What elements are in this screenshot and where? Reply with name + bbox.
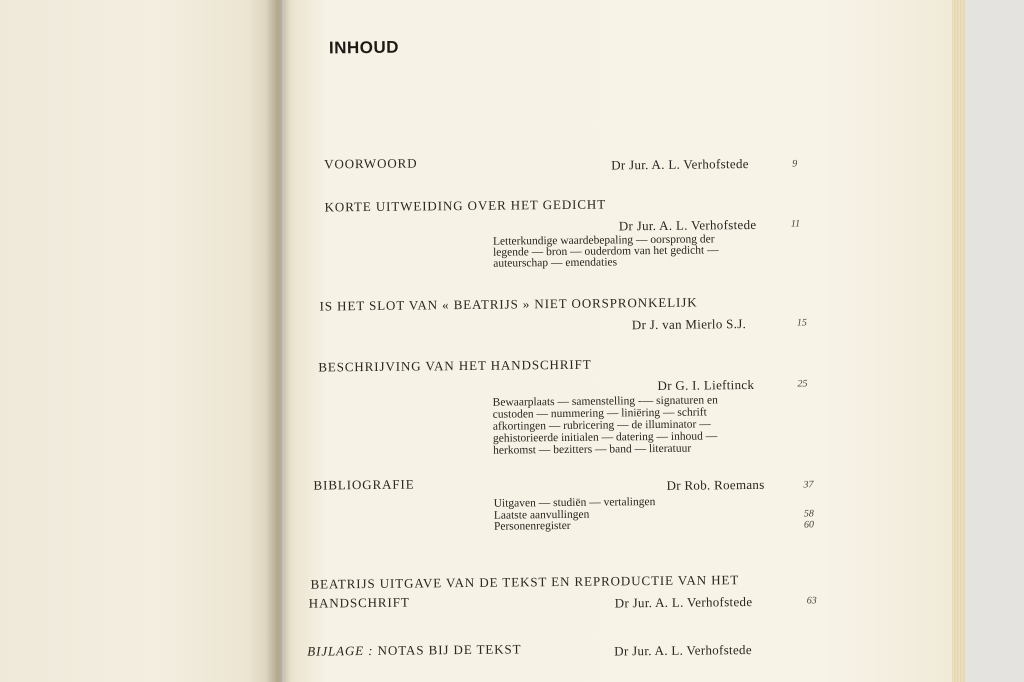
page-title: INHOUD <box>328 37 400 58</box>
entry-title-bibliografie: BIBLIOGRAFIE <box>313 476 415 493</box>
entry-author: Dr Jur. A. L. Verhofstede <box>614 642 752 659</box>
entry-page-number: 9 <box>792 158 798 170</box>
entry-author: Dr J. van Mierlo S.J. <box>631 316 747 333</box>
entry-title-main: NOTAS BIJ DE TEKST <box>377 641 522 658</box>
entry-detail-line: afkortingen — rubricering — de illuminator — <box>492 418 711 433</box>
subitem-label: Laatste aanvullingen <box>493 508 590 522</box>
entry-title-continuation: HANDSCHRIFT <box>308 594 410 611</box>
entry-detail-line: gehistorieerde initialen — datering — inhoud — <box>492 430 718 445</box>
entry-title-slot-beatrijs: IS HET SLOT VAN « BEATRIJS » NIET OORSPRONKELIJK <box>319 294 698 314</box>
entry-title-beschrijving: BESCHRIJVING VAN HET HANDSCHRIFT <box>318 356 592 375</box>
entry-author: Dr Jur. A. L. Verhofstede <box>618 216 757 234</box>
entry-page-number: 25 <box>797 378 808 390</box>
entry-page-number: 63 <box>806 595 817 607</box>
entry-page-number: 11 <box>790 218 801 230</box>
entry-detail-line: auteurschap — emendaties <box>493 256 618 270</box>
entry-author: Dr Rob. Roemans <box>666 476 765 493</box>
entry-page-number: 37 <box>803 479 814 491</box>
entry-detail-line: custoden — nummering — liniëring — schrift <box>492 406 707 421</box>
entry-author: Dr G. I. Lieftinck <box>657 376 755 393</box>
entry-author: Dr Jur. A. L. Verhofstede <box>614 594 753 611</box>
subitem-page-number: 60 <box>803 519 815 531</box>
entry-author: Dr Jur. A. L. Verhofstede <box>611 156 749 173</box>
subitem-page-number: 58 <box>803 508 814 520</box>
entry-title-korte-uitweiding: KORTE UITWEIDING OVER HET GEDICHT <box>324 196 607 215</box>
entry-title-beatrijs-uitgave: BEATRIJS UITGAVE VAN DE TEKST EN REPRODUCTIE VAN HET <box>310 572 740 592</box>
entry-detail-line: Letterkundige waardebepaling — oorsprong der <box>492 233 715 248</box>
entry-detail-line: legende — bron — ouderdom van het gedicht — <box>493 244 719 259</box>
subitem-label: Personenregister <box>493 519 571 533</box>
entry-title-voorwoord: VOORWOORD <box>324 155 418 172</box>
entry-detail-line: Bewaarplaats — samenstelling -— signaturen en <box>492 394 718 409</box>
entry-title-bijlage <box>307 641 521 659</box>
entry-page-number: 15 <box>796 317 807 329</box>
entry-detail-line: herkomst — bezitters — band — literatuur <box>493 442 692 457</box>
entry-detail-line: Uitgaven — studiën — vertalingen <box>493 496 656 510</box>
entry-title-prefix: BIJLAGE : <box>307 642 374 659</box>
